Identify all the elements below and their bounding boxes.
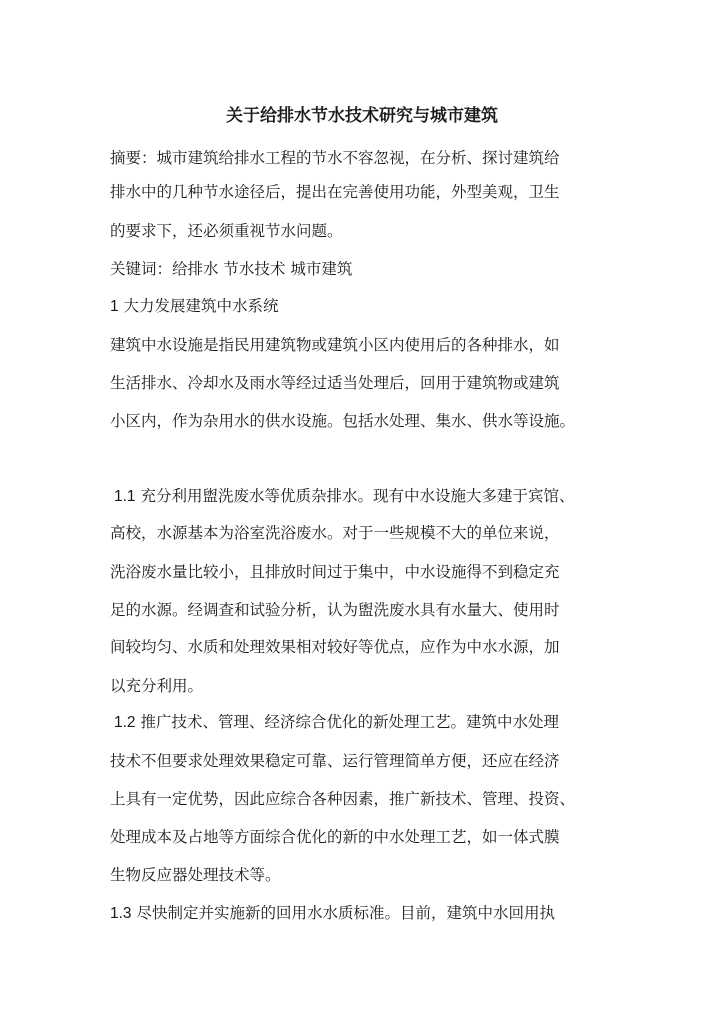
section-1-2-first-line: 推广技术、管理、经济综合优化的新处理工艺。建筑中水处理 bbox=[135, 713, 559, 731]
section-1-heading-text: 大力发展建筑中水系统 bbox=[118, 297, 279, 315]
section-1-3-number: 1.3 bbox=[110, 905, 132, 922]
section-1-2-line-5: 生物反应器处理技术等。 bbox=[110, 866, 281, 884]
section-1-heading bbox=[110, 295, 279, 318]
section-1-2-line-2: 技术不但要求处理效果稳定可靠、运行管理简单方便，还应在经济 bbox=[110, 752, 560, 770]
section-1-2-number: 1.2 bbox=[114, 714, 136, 731]
abstract-line-1: 摘要：城市建筑给排水工程的节水不容忽视，在分析、探讨建筑给 bbox=[110, 149, 560, 167]
section-1-2-line-1 bbox=[114, 711, 559, 734]
section-1-1-line-2: 高校，水源基本为浴室洗浴废水。对于一些规模不大的单位来说， bbox=[110, 524, 560, 542]
keywords-line: 关键词：给排水 节水技术 城市建筑 bbox=[110, 260, 353, 278]
section-1-1-number: 1.1 bbox=[114, 488, 136, 505]
section-1-3-first-line: 尽快制定并实施新的回用水水质标准。目前，建筑中水回用执 bbox=[131, 904, 555, 922]
document-title: 关于给排水节水技术研究与城市建筑 bbox=[226, 106, 498, 126]
section-1-1-line-3: 洗浴废水量比较小，且排放时间过于集中，中水设施得不到稳定充 bbox=[110, 563, 560, 581]
section-1-1-line-1 bbox=[114, 485, 575, 508]
section-1-3-line-1 bbox=[110, 902, 555, 925]
section-1-1-first-line: 充分利用盥洗废水等优质杂排水。现有中水设施大多建于宾馆、 bbox=[135, 487, 575, 505]
section-1-line-3: 小区内，作为杂用水的供水设施。包括水处理、集水、供水等设施。 bbox=[110, 412, 576, 430]
section-1-2-line-4: 处理成本及占地等方面综合优化的新的中水处理工艺，如一体式膜 bbox=[110, 828, 560, 846]
section-1-1-line-6: 以充分利用。 bbox=[110, 677, 204, 695]
section-1-2-line-3: 上具有一定优势，因此应综合各种因素，推广新技术、管理、投资、 bbox=[110, 790, 576, 808]
section-1-line-2: 生活排水、冷却水及雨水等经过适当处理后，回用于建筑物或建筑 bbox=[110, 374, 560, 392]
abstract-line-3: 的要求下，还必须重视节水问题。 bbox=[110, 222, 343, 240]
section-1-line-1: 建筑中水设施是指民用建筑物或建筑小区内使用后的各种排水，如 bbox=[110, 336, 560, 354]
section-1-number: 1 bbox=[110, 298, 119, 315]
abstract-line-2: 排水中的几种节水途径后，提出在完善使用功能，外型美观，卫生 bbox=[110, 183, 560, 201]
section-1-1-line-4: 足的水源。经调查和试验分析，认为盥洗废水具有水量大、使用时 bbox=[110, 601, 560, 619]
section-1-1-line-5: 间较均匀、水质和处理效果相对较好等优点，应作为中水水源，加 bbox=[110, 638, 560, 656]
